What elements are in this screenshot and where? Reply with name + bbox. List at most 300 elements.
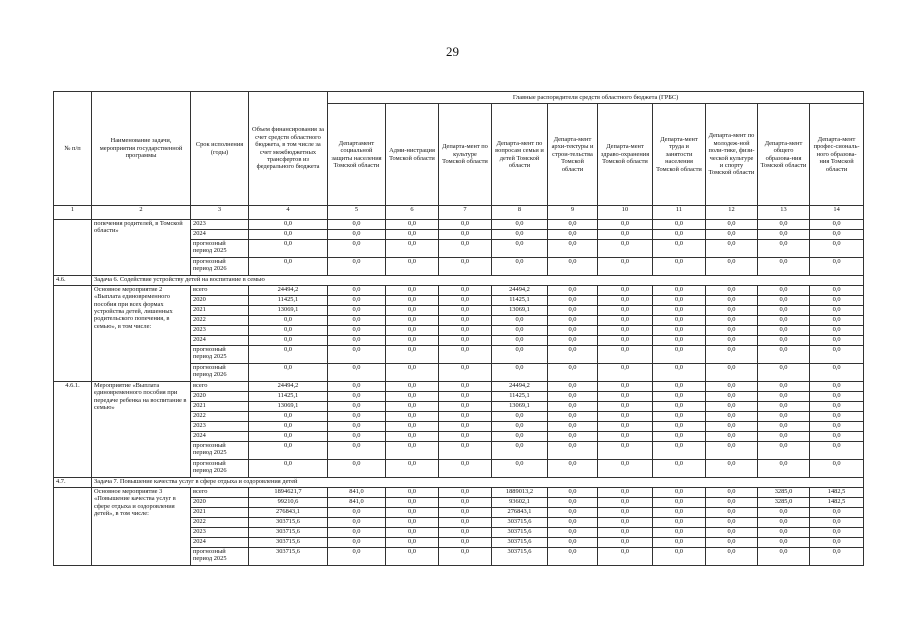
value-cell: 24494,2	[249, 286, 328, 296]
value-cell: 0,0	[439, 538, 492, 548]
value-cell: 0,0	[598, 442, 653, 460]
value-cell: 0,0	[653, 432, 706, 442]
value-cell: 0,0	[598, 412, 653, 422]
value-cell: 303715,6	[249, 528, 328, 538]
value-cell: 0,0	[598, 326, 653, 336]
value-cell: 0,0	[439, 336, 492, 346]
value-cell: 0,0	[706, 240, 758, 258]
value-cell: 0,0	[328, 528, 386, 538]
value-cell: 0,0	[386, 296, 439, 306]
value-cell: 13069,1	[249, 306, 328, 316]
item-number: 4.6.1.	[54, 382, 92, 478]
value-cell: 0,0	[439, 460, 492, 478]
value-cell: 0,0	[439, 422, 492, 432]
period-cell: 2023	[191, 326, 249, 336]
value-cell: 0,0	[758, 442, 810, 460]
budget-table	[53, 91, 864, 566]
value-cell: 0,0	[758, 518, 810, 528]
period-cell: прогнозный период 2025	[191, 442, 249, 460]
value-cell: 24494,2	[492, 382, 548, 392]
column-number: 14	[810, 206, 864, 220]
value-cell: 0,0	[386, 286, 439, 296]
value-cell: 0,0	[706, 422, 758, 432]
value-cell: 0,0	[386, 346, 439, 364]
period-cell: 2024	[191, 336, 249, 346]
value-cell: 0,0	[249, 364, 328, 382]
value-cell: 0,0	[598, 460, 653, 478]
value-cell: 0,0	[653, 230, 706, 240]
value-cell: 0,0	[758, 258, 810, 276]
value-cell: 0,0	[439, 432, 492, 442]
value-cell: 841,0	[328, 498, 386, 508]
item-number	[54, 286, 92, 382]
value-cell: 0,0	[328, 392, 386, 402]
column-number: 5	[328, 206, 386, 220]
value-cell: 11425,1	[492, 392, 548, 402]
value-cell: 0,0	[548, 220, 598, 230]
value-cell: 0,0	[706, 220, 758, 230]
value-cell: 0,0	[328, 230, 386, 240]
period-cell: 2021	[191, 402, 249, 412]
period-cell: 2022	[191, 316, 249, 326]
value-cell: 0,0	[548, 286, 598, 296]
value-cell: 0,0	[328, 326, 386, 336]
value-cell: 0,0	[653, 336, 706, 346]
value-cell: 0,0	[328, 286, 386, 296]
value-cell: 0,0	[439, 392, 492, 402]
value-cell: 0,0	[706, 364, 758, 382]
value-cell: 0,0	[492, 230, 548, 240]
value-cell: 0,0	[810, 240, 864, 258]
column-number: 8	[492, 206, 548, 220]
value-cell: 0,0	[706, 336, 758, 346]
period-cell: прогнозный период 2026	[191, 364, 249, 382]
value-cell: 0,0	[492, 432, 548, 442]
value-cell: 0,0	[653, 518, 706, 528]
item-name: попечения родителей, в Томской области»	[92, 220, 191, 276]
value-cell: 0,0	[492, 336, 548, 346]
column-number: 13	[758, 206, 810, 220]
value-cell: 303715,6	[492, 518, 548, 528]
table-row	[54, 382, 864, 392]
value-cell: 0,0	[706, 382, 758, 392]
value-cell: 0,0	[548, 498, 598, 508]
value-cell: 0,0	[328, 442, 386, 460]
value-cell: 0,0	[598, 392, 653, 402]
task-title: Задача 7. Повышение качества услуг в сфере отдыха и оздоровления детей	[92, 478, 864, 488]
value-cell: 0,0	[548, 258, 598, 276]
value-cell: 0,0	[548, 240, 598, 258]
value-cell: 0,0	[706, 286, 758, 296]
value-cell: 0,0	[328, 432, 386, 442]
value-cell: 0,0	[492, 460, 548, 478]
value-cell: 0,0	[249, 220, 328, 230]
value-cell: 93602,1	[492, 498, 548, 508]
task-number: 4.6.	[54, 276, 92, 286]
value-cell: 0,0	[653, 488, 706, 498]
value-cell: 0,0	[548, 230, 598, 240]
value-cell: 0,0	[653, 528, 706, 538]
value-cell: 0,0	[758, 460, 810, 478]
value-cell: 0,0	[706, 258, 758, 276]
header-term: Срок исполнения (годы)	[191, 92, 249, 206]
value-cell: 0,0	[492, 240, 548, 258]
header-dept: Департа-мент по вопросам семьи и детей Томской области	[492, 104, 548, 206]
value-cell: 0,0	[439, 508, 492, 518]
period-cell: 2021	[191, 508, 249, 518]
period-cell: 2020	[191, 296, 249, 306]
value-cell: 0,0	[598, 538, 653, 548]
value-cell: 0,0	[386, 442, 439, 460]
column-number: 1	[54, 206, 92, 220]
value-cell: 0,0	[706, 432, 758, 442]
value-cell: 0,0	[439, 498, 492, 508]
value-cell: 0,0	[810, 460, 864, 478]
task-number: 4.7.	[54, 478, 92, 488]
value-cell: 0,0	[492, 364, 548, 382]
value-cell: 3285,0	[758, 488, 810, 498]
value-cell: 0,0	[328, 364, 386, 382]
value-cell: 0,0	[653, 306, 706, 316]
value-cell: 0,0	[653, 326, 706, 336]
value-cell: 0,0	[328, 220, 386, 230]
value-cell: 0,0	[598, 548, 653, 566]
value-cell: 0,0	[492, 258, 548, 276]
value-cell: 0,0	[439, 528, 492, 538]
value-cell: 0,0	[758, 508, 810, 518]
value-cell: 0,0	[598, 286, 653, 296]
value-cell: 0,0	[810, 412, 864, 422]
header-dept: Департа-мент профес-сиональ-ного образова-ния Томской области	[810, 104, 864, 206]
value-cell: 0,0	[758, 240, 810, 258]
value-cell: 0,0	[386, 326, 439, 336]
task-row	[54, 276, 864, 286]
period-cell: 2023	[191, 422, 249, 432]
value-cell: 0,0	[598, 518, 653, 528]
value-cell: 0,0	[810, 382, 864, 392]
column-numbers-row	[54, 206, 864, 220]
value-cell: 0,0	[548, 306, 598, 316]
period-cell: всего	[191, 286, 249, 296]
value-cell: 0,0	[653, 508, 706, 518]
value-cell: 0,0	[328, 422, 386, 432]
value-cell: 0,0	[810, 306, 864, 316]
header-dept: Адми-нистрация Томской области	[386, 104, 439, 206]
value-cell: 13069,1	[249, 402, 328, 412]
value-cell: 24494,2	[249, 382, 328, 392]
item-name: Основное мероприятие 3 «Повышение качества услуг в сфере отдыха и оздоровления детей», в том числе:	[92, 488, 191, 566]
value-cell: 0,0	[249, 460, 328, 478]
header-dept: Департа-мент труда и занятости населения Томской области	[653, 104, 706, 206]
value-cell: 303715,6	[249, 518, 328, 528]
value-cell: 1889013,2	[492, 488, 548, 498]
value-cell: 0,0	[439, 382, 492, 392]
period-cell: 2020	[191, 498, 249, 508]
value-cell: 0,0	[598, 220, 653, 230]
value-cell: 13069,1	[492, 402, 548, 412]
value-cell: 0,0	[598, 402, 653, 412]
value-cell: 0,0	[758, 432, 810, 442]
value-cell: 0,0	[810, 422, 864, 432]
value-cell: 99210,6	[249, 498, 328, 508]
value-cell: 0,0	[386, 382, 439, 392]
value-cell: 0,0	[492, 316, 548, 326]
value-cell: 0,0	[548, 538, 598, 548]
period-cell: 2020	[191, 392, 249, 402]
value-cell: 0,0	[548, 528, 598, 538]
value-cell: 0,0	[328, 316, 386, 326]
period-cell: прогнозный период 2025	[191, 548, 249, 566]
value-cell: 0,0	[706, 316, 758, 326]
value-cell: 0,0	[653, 392, 706, 402]
value-cell: 0,0	[386, 488, 439, 498]
value-cell: 0,0	[706, 326, 758, 336]
value-cell: 0,0	[706, 538, 758, 548]
value-cell: 0,0	[653, 240, 706, 258]
value-cell: 0,0	[810, 346, 864, 364]
value-cell: 0,0	[328, 258, 386, 276]
value-cell: 0,0	[386, 548, 439, 566]
table-body	[54, 220, 864, 566]
column-number: 3	[191, 206, 249, 220]
value-cell: 24494,2	[492, 286, 548, 296]
value-cell: 0,0	[548, 346, 598, 364]
value-cell: 0,0	[386, 412, 439, 422]
value-cell: 0,0	[548, 488, 598, 498]
value-cell: 303715,6	[492, 538, 548, 548]
value-cell: 303715,6	[249, 548, 328, 566]
period-cell: всего	[191, 382, 249, 392]
value-cell: 0,0	[598, 296, 653, 306]
value-cell: 0,0	[386, 528, 439, 538]
task-title: Задача 6. Содействие устройству детей на воспитание в семью	[92, 276, 864, 286]
value-cell: 0,0	[439, 412, 492, 422]
value-cell: 0,0	[439, 364, 492, 382]
value-cell: 0,0	[758, 336, 810, 346]
value-cell: 0,0	[249, 316, 328, 326]
value-cell: 0,0	[598, 382, 653, 392]
value-cell: 303715,6	[492, 548, 548, 566]
item-name: Мероприятие «Выплата единовременного пособия при передаче ребенка на воспитание в семью»	[92, 382, 191, 478]
value-cell: 0,0	[249, 336, 328, 346]
column-number: 6	[386, 206, 439, 220]
period-cell: 2022	[191, 518, 249, 528]
item-number	[54, 220, 92, 276]
value-cell: 0,0	[548, 422, 598, 432]
value-cell: 0,0	[492, 346, 548, 364]
value-cell: 0,0	[810, 442, 864, 460]
value-cell: 0,0	[439, 316, 492, 326]
value-cell: 13069,1	[492, 306, 548, 316]
value-cell: 0,0	[598, 258, 653, 276]
value-cell: 0,0	[439, 442, 492, 460]
value-cell: 0,0	[249, 240, 328, 258]
value-cell: 0,0	[548, 442, 598, 460]
value-cell: 0,0	[653, 538, 706, 548]
column-number: 11	[653, 206, 706, 220]
header-dept: Департа-мент по молодеж-ной поли-тике, физи-ческой культуре и спорту Томской области	[706, 104, 758, 206]
value-cell: 276843,1	[249, 508, 328, 518]
value-cell: 0,0	[653, 442, 706, 460]
value-cell: 0,0	[386, 258, 439, 276]
value-cell: 0,0	[492, 326, 548, 336]
value-cell: 0,0	[386, 432, 439, 442]
value-cell: 0,0	[758, 364, 810, 382]
value-cell: 0,0	[439, 296, 492, 306]
value-cell: 0,0	[548, 336, 598, 346]
value-cell: 0,0	[653, 460, 706, 478]
value-cell: 0,0	[439, 286, 492, 296]
value-cell: 0,0	[548, 518, 598, 528]
value-cell: 0,0	[548, 548, 598, 566]
value-cell: 0,0	[810, 336, 864, 346]
value-cell: 0,0	[328, 382, 386, 392]
value-cell: 0,0	[598, 230, 653, 240]
value-cell: 0,0	[810, 518, 864, 528]
value-cell: 1894621,7	[249, 488, 328, 498]
value-cell: 0,0	[249, 258, 328, 276]
value-cell: 0,0	[758, 548, 810, 566]
value-cell: 0,0	[706, 412, 758, 422]
value-cell: 0,0	[328, 548, 386, 566]
value-cell: 0,0	[810, 432, 864, 442]
value-cell: 0,0	[653, 346, 706, 364]
value-cell: 0,0	[653, 402, 706, 412]
value-cell: 303715,6	[249, 538, 328, 548]
value-cell: 0,0	[328, 306, 386, 316]
header-num: № п/п	[54, 92, 92, 206]
page-number: 29	[446, 44, 459, 59]
value-cell: 0,0	[706, 296, 758, 306]
value-cell: 0,0	[386, 364, 439, 382]
value-cell: 0,0	[758, 346, 810, 364]
value-cell: 0,0	[758, 296, 810, 306]
period-cell: прогнозный период 2025	[191, 346, 249, 364]
item-name: Основное мероприятие 2 «Выплата единовременного пособия при всех формах устройства детей, лишенных родительского попечения, в семью», в том числе:	[92, 286, 191, 382]
value-cell: 0,0	[758, 538, 810, 548]
value-cell: 0,0	[706, 306, 758, 316]
value-cell: 0,0	[548, 402, 598, 412]
value-cell: 0,0	[706, 442, 758, 460]
column-number: 9	[548, 206, 598, 220]
period-cell: всего	[191, 488, 249, 498]
value-cell: 0,0	[810, 528, 864, 538]
header-dept: Департа-мент архи-тектуры и строи-тельства Томской области	[548, 104, 598, 206]
value-cell: 0,0	[386, 508, 439, 518]
value-cell: 3285,0	[758, 498, 810, 508]
value-cell: 0,0	[328, 240, 386, 258]
value-cell: 0,0	[653, 412, 706, 422]
value-cell: 0,0	[439, 258, 492, 276]
value-cell: 0,0	[492, 412, 548, 422]
value-cell: 0,0	[810, 538, 864, 548]
period-cell: 2023	[191, 220, 249, 230]
value-cell: 0,0	[758, 316, 810, 326]
value-cell: 0,0	[653, 220, 706, 230]
value-cell: 0,0	[492, 442, 548, 460]
value-cell: 0,0	[598, 432, 653, 442]
value-cell: 0,0	[758, 220, 810, 230]
table-row	[54, 488, 864, 498]
value-cell: 0,0	[386, 230, 439, 240]
value-cell: 0,0	[439, 402, 492, 412]
period-cell: 2024	[191, 432, 249, 442]
value-cell: 0,0	[328, 336, 386, 346]
value-cell: 0,0	[386, 498, 439, 508]
value-cell: 0,0	[653, 286, 706, 296]
value-cell: 0,0	[810, 402, 864, 412]
value-cell: 0,0	[653, 498, 706, 508]
value-cell: 0,0	[810, 548, 864, 566]
value-cell: 0,0	[249, 326, 328, 336]
value-cell: 0,0	[439, 306, 492, 316]
value-cell: 0,0	[548, 326, 598, 336]
value-cell: 0,0	[598, 346, 653, 364]
value-cell: 0,0	[810, 508, 864, 518]
period-cell: 2023	[191, 528, 249, 538]
value-cell: 0,0	[439, 548, 492, 566]
header-name: Наименование задачи, мероприятия государственной программы	[92, 92, 191, 206]
value-cell: 0,0	[598, 336, 653, 346]
period-cell: прогнозный период 2025	[191, 240, 249, 258]
value-cell: 0,0	[653, 548, 706, 566]
column-number: 4	[249, 206, 328, 220]
value-cell: 0,0	[548, 382, 598, 392]
value-cell: 0,0	[386, 392, 439, 402]
value-cell: 0,0	[439, 346, 492, 364]
value-cell: 0,0	[548, 296, 598, 306]
value-cell: 0,0	[548, 364, 598, 382]
header-dept: Департа-мент по культуре Томской области	[439, 104, 492, 206]
value-cell: 0,0	[706, 548, 758, 566]
value-cell: 0,0	[328, 402, 386, 412]
value-cell: 0,0	[758, 412, 810, 422]
value-cell: 0,0	[386, 306, 439, 316]
value-cell: 0,0	[758, 422, 810, 432]
value-cell: 0,0	[598, 306, 653, 316]
value-cell: 11425,1	[249, 392, 328, 402]
period-cell: прогнозный период 2026	[191, 460, 249, 478]
value-cell: 0,0	[598, 422, 653, 432]
header-dept: Департа-мент здраво-охранения Томской области	[598, 104, 653, 206]
column-number: 12	[706, 206, 758, 220]
column-number: 2	[92, 206, 191, 220]
value-cell: 0,0	[758, 326, 810, 336]
value-cell: 1482,5	[810, 498, 864, 508]
value-cell: 0,0	[598, 316, 653, 326]
value-cell: 303715,6	[492, 528, 548, 538]
value-cell: 0,0	[653, 364, 706, 382]
value-cell: 0,0	[249, 422, 328, 432]
value-cell: 0,0	[810, 392, 864, 402]
value-cell: 0,0	[706, 230, 758, 240]
value-cell: 0,0	[758, 306, 810, 316]
value-cell: 0,0	[386, 316, 439, 326]
header-dept: Департамент социальной защиты населения Томской области	[328, 104, 386, 206]
value-cell: 0,0	[598, 508, 653, 518]
value-cell: 0,0	[439, 220, 492, 230]
value-cell: 0,0	[492, 220, 548, 230]
value-cell: 0,0	[810, 258, 864, 276]
value-cell: 0,0	[706, 488, 758, 498]
value-cell: 0,0	[810, 230, 864, 240]
value-cell: 0,0	[653, 422, 706, 432]
value-cell: 0,0	[328, 460, 386, 478]
value-cell: 0,0	[653, 316, 706, 326]
value-cell: 0,0	[548, 508, 598, 518]
value-cell: 0,0	[598, 528, 653, 538]
value-cell: 0,0	[439, 230, 492, 240]
